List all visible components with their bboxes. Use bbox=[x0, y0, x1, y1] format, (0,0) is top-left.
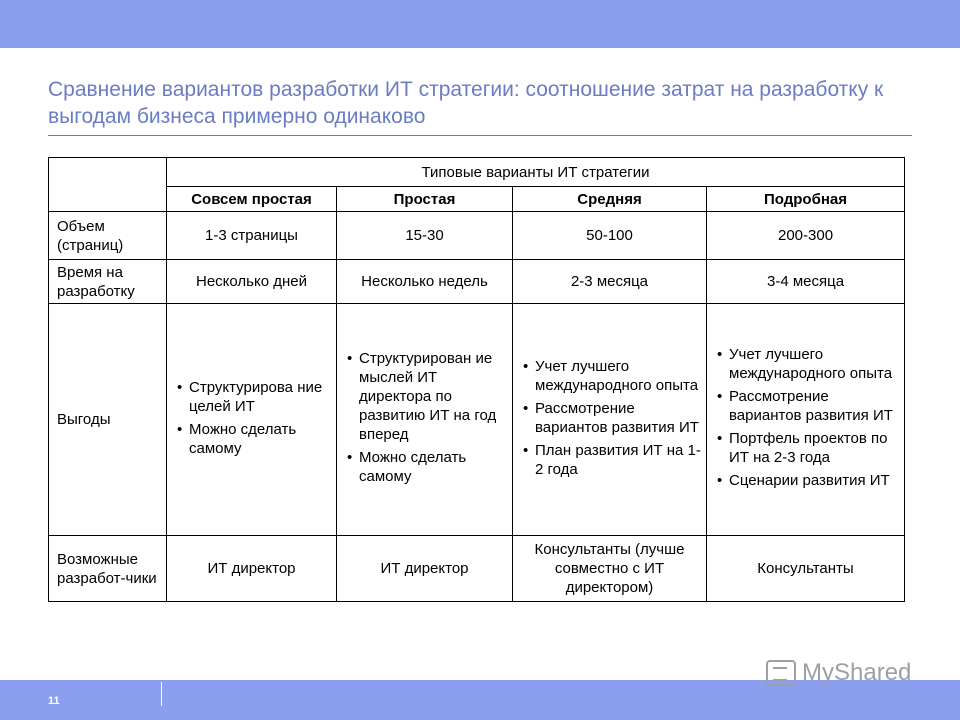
bullet-list bbox=[711, 345, 900, 490]
table-cell: 1-3 страницы bbox=[167, 212, 337, 260]
column-header-medium: Средняя bbox=[513, 187, 707, 212]
presentation-icon bbox=[766, 660, 796, 686]
list-item: • Рассмотрение вариантов развития ИТ bbox=[729, 387, 900, 425]
row-label-volume: Объем (страниц) bbox=[49, 212, 167, 260]
benefits-cell-very-simple bbox=[167, 304, 337, 536]
slide-title: Сравнение вариантов разработки ИТ стратегии: соотношение затрат на разработку к выгодам бизнеса примерно одинаково bbox=[48, 78, 884, 128]
row-label-time: Время на разработку bbox=[49, 260, 167, 304]
list-item: • Сценарии развития ИТ bbox=[729, 471, 900, 490]
table-cell: ИТ директор bbox=[337, 536, 513, 602]
benefits-cell-simple bbox=[337, 304, 513, 536]
table-row bbox=[49, 536, 905, 602]
table-corner-cell bbox=[49, 158, 167, 212]
table-cell: Консультанты (лучше совместно с ИТ директором) bbox=[513, 536, 707, 602]
logo-text: MyShared bbox=[802, 659, 912, 686]
list-item: • Структурирова ние целей ИТ bbox=[189, 378, 332, 416]
table-group-header-row bbox=[49, 158, 905, 187]
column-header-very-simple: Совсем простая bbox=[167, 187, 337, 212]
bullet-list bbox=[171, 378, 332, 458]
column-header-simple: Простая bbox=[337, 187, 513, 212]
table-row bbox=[49, 304, 905, 536]
table-cell: 200-300 bbox=[707, 212, 905, 260]
benefits-cell-medium bbox=[513, 304, 707, 536]
list-item: • Структурирован ие мыслей ИТ директора по развитию ИТ на год вперед bbox=[359, 349, 508, 444]
row-label-benefits: Выгоды bbox=[49, 304, 167, 536]
table-row bbox=[49, 212, 905, 260]
table-cell: 15-30 bbox=[337, 212, 513, 260]
table-cell: Несколько недель bbox=[337, 260, 513, 304]
table-cell: 50-100 bbox=[513, 212, 707, 260]
table-row bbox=[49, 260, 905, 304]
list-item: • Учет лучшего международного опыта bbox=[729, 345, 900, 383]
comparison-table bbox=[48, 157, 905, 602]
table-cell: 3-4 месяца bbox=[707, 260, 905, 304]
table-cell: Консультанты bbox=[707, 536, 905, 602]
title-divider bbox=[48, 135, 912, 136]
benefits-cell-detailed bbox=[707, 304, 905, 536]
bullet-list bbox=[517, 357, 702, 479]
page-number: 11 bbox=[48, 695, 60, 707]
row-label-developers: Возможные разработ-чики bbox=[49, 536, 167, 602]
table-cell: ИТ директор bbox=[167, 536, 337, 602]
list-item: • Можно сделать самому bbox=[189, 420, 332, 458]
table-cell: Несколько дней bbox=[167, 260, 337, 304]
logo bbox=[766, 657, 926, 689]
footer-divider bbox=[161, 682, 162, 706]
table-cell: 2-3 месяца bbox=[513, 260, 707, 304]
column-header-detailed: Подробная bbox=[707, 187, 905, 212]
list-item: • Можно сделать самому bbox=[359, 448, 508, 486]
list-item: • Портфель проектов по ИТ на 2-3 года bbox=[729, 429, 900, 467]
list-item: • Рассмотрение вариантов развития ИТ bbox=[535, 399, 702, 437]
top-banner bbox=[0, 0, 960, 48]
table-column-header-row bbox=[49, 187, 905, 212]
list-item: • План развития ИТ на 1-2 года bbox=[535, 441, 702, 479]
group-header: Типовые варианты ИТ стратегии bbox=[167, 158, 905, 187]
list-item: • Учет лучшего международного опыта bbox=[535, 357, 702, 395]
bullet-list bbox=[341, 349, 508, 486]
